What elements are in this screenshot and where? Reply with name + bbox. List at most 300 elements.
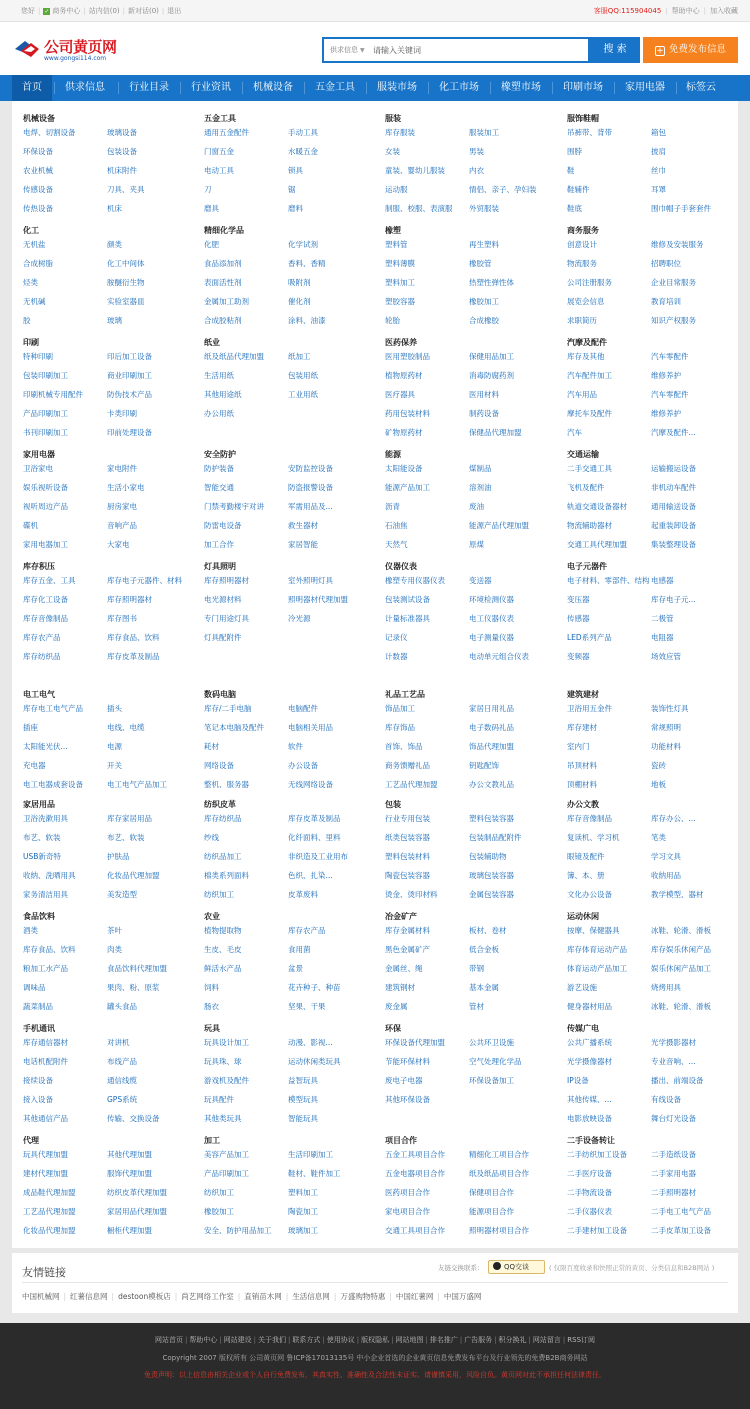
category-link[interactable]: 照明器材代理加盟 [288, 595, 348, 604]
category-link[interactable]: 知识产权服务 [651, 316, 696, 325]
nav-item[interactable]: 供求信息 [65, 82, 105, 93]
category-link[interactable]: 二手照明器材 [651, 1188, 696, 1197]
category-title[interactable]: 办公文教 [567, 800, 599, 809]
category-link[interactable]: 调味品 [23, 983, 46, 992]
category-link[interactable]: 食品添加剂 [204, 259, 242, 268]
category-link[interactable]: 二手物流设备 [567, 1188, 612, 1197]
category-link[interactable]: 化纤面料、里料 [288, 833, 341, 842]
category-link[interactable]: 计数器 [385, 652, 408, 661]
category-link[interactable]: 防盗报警设备 [288, 483, 333, 492]
category-link[interactable]: 首饰、饰品 [385, 742, 423, 751]
category-link[interactable]: 物流辅助器材 [567, 521, 612, 530]
category-link[interactable]: 娱乐视听设备 [23, 483, 68, 492]
category-link[interactable]: 农业机械 [23, 166, 53, 175]
category-link[interactable]: 烧烤用具 [651, 983, 681, 992]
category-link[interactable]: 产品印刷加工 [23, 409, 68, 418]
category-link[interactable]: 医用塑胶制品 [385, 352, 430, 361]
category-link[interactable]: 库存农产品 [23, 633, 61, 642]
category-link[interactable]: 库存体育运动产品 [567, 945, 627, 954]
footer-link[interactable]: 网站留言 [532, 1336, 561, 1344]
category-link[interactable]: 鞋辅件 [567, 185, 590, 194]
category-link[interactable]: 表面活性剂 [204, 278, 242, 287]
category-link[interactable]: 生活小家电 [107, 483, 145, 492]
category-link[interactable]: 厨房家电 [107, 502, 137, 511]
category-link[interactable]: 纺织加工 [204, 1188, 234, 1197]
category-link[interactable]: 笔类 [651, 833, 666, 842]
category-link[interactable]: 护肤品 [107, 852, 130, 861]
category-link[interactable]: 印后加工设备 [107, 352, 152, 361]
topbar-link[interactable]: 商务中心 [52, 7, 81, 15]
category-link[interactable]: 五金工具项目合作 [385, 1150, 445, 1159]
category-link[interactable]: 轮胎 [385, 316, 400, 325]
category-link[interactable]: 维修养护 [651, 371, 681, 380]
category-link[interactable]: 锯 [288, 185, 296, 194]
category-link[interactable]: 废油 [469, 502, 484, 511]
category-link[interactable]: 防雷电设备 [204, 521, 242, 530]
category-link[interactable]: 电子测量仪器 [469, 633, 514, 642]
category-link[interactable]: 玩具代理加盟 [23, 1150, 68, 1159]
category-link[interactable]: 玩具珠、球 [204, 1057, 242, 1066]
category-link[interactable]: 传热设备 [23, 204, 53, 213]
category-link[interactable]: 童装、婴幼儿服装 [385, 166, 445, 175]
category-link[interactable]: 环保设备加工 [469, 1076, 514, 1085]
category-link[interactable]: 包装印刷加工 [23, 371, 68, 380]
category-link[interactable]: 印前处理设备 [107, 428, 152, 437]
category-link[interactable]: 交通工具代理加盟 [567, 540, 627, 549]
category-link[interactable]: 精细化工项目合作 [469, 1150, 529, 1159]
category-link[interactable]: 原煤 [469, 540, 484, 549]
category-link[interactable]: 家电项目合作 [385, 1207, 430, 1216]
category-link[interactable]: 插头 [107, 704, 122, 713]
category-link[interactable]: 体育运动产品加工 [567, 964, 627, 973]
category-link[interactable]: 化学试剂 [288, 240, 318, 249]
footer-link[interactable]: 排名推广 [429, 1336, 458, 1344]
category-link[interactable]: 接续设备 [23, 1076, 53, 1085]
category-link[interactable]: 玻璃设备 [107, 128, 137, 137]
category-link[interactable]: 二手仪器仪表 [567, 1207, 612, 1216]
category-link[interactable]: 环保设备 [23, 147, 53, 156]
category-link[interactable]: 创意设计 [567, 240, 597, 249]
category-link[interactable]: 围脖 [567, 147, 582, 156]
category-link[interactable]: 塑料加工 [385, 278, 415, 287]
category-link[interactable]: 库存食品、饮料 [23, 945, 76, 954]
category-link[interactable]: 笔记本电脑及配件 [204, 723, 264, 732]
category-link[interactable]: 带钢 [469, 964, 484, 973]
category-link[interactable]: 特种印刷 [23, 352, 53, 361]
category-link[interactable]: 音响产品 [107, 521, 137, 530]
category-link[interactable]: 橡胶管 [469, 259, 492, 268]
category-link[interactable]: 电脑配件 [288, 704, 318, 713]
category-link[interactable]: 电动工具 [204, 166, 234, 175]
category-title[interactable]: 化工 [23, 226, 39, 235]
category-link[interactable]: 场效应管 [651, 652, 681, 661]
category-link[interactable]: 库存通信器材 [23, 1038, 68, 1047]
category-link[interactable]: 游艺设施 [567, 983, 597, 992]
category-link[interactable]: 安防监控设备 [288, 464, 333, 473]
category-link[interactable]: 烃类 [23, 278, 38, 287]
category-link[interactable]: 金属加工助剂 [204, 297, 249, 306]
category-link[interactable]: 保健用品加工 [469, 352, 514, 361]
category-link[interactable]: 沥青 [385, 502, 400, 511]
category-link[interactable]: 插座 [23, 723, 38, 732]
category-link[interactable]: 布艺、软装 [107, 833, 145, 842]
category-title[interactable]: 礼品工艺品 [385, 690, 425, 699]
category-link[interactable]: 变频器 [567, 652, 590, 661]
category-link[interactable]: 家电附件 [107, 464, 137, 473]
category-title[interactable]: 电工电气 [23, 690, 55, 699]
category-link[interactable]: 其他传媒、... [567, 1095, 612, 1104]
category-link[interactable]: 保健项目合作 [469, 1188, 514, 1197]
category-link[interactable]: 其他通信产品 [23, 1114, 68, 1123]
category-link[interactable]: 烫金、烫印材料 [385, 890, 438, 899]
category-link[interactable]: 再生塑料 [469, 240, 499, 249]
category-link[interactable]: 库存图书 [107, 614, 137, 623]
footer-link[interactable]: 积分换礼 [498, 1336, 527, 1344]
category-link[interactable]: 库存建材 [567, 723, 597, 732]
category-link[interactable]: 播出、前端设备 [651, 1076, 704, 1085]
category-title[interactable]: 五金工具 [204, 114, 236, 123]
category-link[interactable]: 家居用品代理加盟 [107, 1207, 167, 1216]
category-link[interactable]: 汽车配件加工 [567, 371, 612, 380]
category-link[interactable]: 生皮、毛皮 [204, 945, 242, 954]
category-link[interactable]: 包装用纸 [288, 371, 318, 380]
category-link[interactable]: 顶棚材料 [567, 780, 597, 789]
category-link[interactable]: 通用输送设备 [651, 502, 696, 511]
category-title[interactable]: 商务服务 [567, 226, 599, 235]
friend-link[interactable]: 中国机械网 [22, 1292, 60, 1301]
category-link[interactable]: 簿、本、册 [567, 871, 605, 880]
category-link[interactable]: 纺织皮革代理加盟 [107, 1188, 167, 1197]
category-link[interactable]: 加工合作 [204, 540, 234, 549]
category-link[interactable]: 五金电器项目合作 [385, 1169, 445, 1178]
friend-link[interactable]: destoon模板店 [118, 1292, 171, 1301]
category-link[interactable]: 石油焦 [385, 521, 408, 530]
category-link[interactable]: 库存电工电气产品 [23, 704, 83, 713]
category-link[interactable]: 智能玩具 [288, 1114, 318, 1123]
category-link[interactable]: 涂料、油漆 [288, 316, 326, 325]
footer-link[interactable]: 网站建设 [223, 1336, 252, 1344]
friend-link[interactable]: 直销苗木网 [244, 1292, 282, 1301]
category-link[interactable]: 办公文教礼品 [469, 780, 514, 789]
category-link[interactable]: 冰鞋、轮滑、滑板 [651, 926, 711, 935]
category-link[interactable]: 食用菌 [288, 945, 311, 954]
nav-item[interactable]: 服装市场 [377, 82, 417, 93]
category-link[interactable]: 求职简历 [567, 316, 597, 325]
category-link[interactable]: 保健品代理加盟 [469, 428, 522, 437]
category-link[interactable]: 智能交通 [204, 483, 234, 492]
service-qq[interactable]: 客服QQ:115904045 [593, 7, 662, 15]
category-link[interactable]: 太阳能光伏... [23, 742, 68, 751]
category-link[interactable]: 矿物原药材 [385, 428, 423, 437]
nav-item[interactable]: 机械设备 [253, 82, 293, 93]
footer-link[interactable]: 关于我们 [258, 1336, 287, 1344]
category-link[interactable]: 刀 [204, 185, 212, 194]
category-title[interactable]: 食品饮料 [23, 912, 55, 921]
category-title[interactable]: 电子元器件 [567, 562, 607, 571]
search-button[interactable]: 搜 索 [590, 37, 640, 63]
category-link[interactable]: 室内门 [567, 742, 590, 751]
category-link[interactable]: 纱线 [204, 833, 219, 842]
nav-item[interactable]: 行业目录 [129, 82, 169, 93]
category-link[interactable]: GPS系统 [107, 1095, 138, 1104]
category-link[interactable]: 防护装备 [204, 464, 234, 473]
category-title[interactable]: 家居用品 [23, 800, 55, 809]
category-link[interactable]: 水暖五金 [288, 147, 318, 156]
category-link[interactable]: 实验室器皿 [107, 297, 145, 306]
category-link[interactable]: 锁具 [288, 166, 303, 175]
category-link[interactable]: 金属丝、绳 [385, 964, 423, 973]
category-link[interactable]: 库存照明器材 [204, 576, 249, 585]
category-link[interactable]: 化肥 [204, 240, 219, 249]
category-link[interactable]: 生活印刷加工 [288, 1150, 333, 1159]
category-link[interactable]: 库存金属材料 [385, 926, 430, 935]
category-link[interactable]: 卫浴家电 [23, 464, 53, 473]
category-link[interactable]: 情侣、亲子、孕妇装 [469, 185, 537, 194]
category-link[interactable]: 成品鞋代理加盟 [23, 1188, 76, 1197]
category-link[interactable]: 库存电子元... [651, 595, 696, 604]
category-link[interactable]: 工艺品代理加盟 [23, 1207, 76, 1216]
category-link[interactable]: 橡胶加工 [469, 297, 499, 306]
footer-link[interactable]: 网站地图 [395, 1336, 424, 1344]
category-title[interactable]: 传媒广电 [567, 1024, 599, 1033]
category-link[interactable]: 坚果、干果 [288, 1002, 326, 1011]
category-title[interactable]: 加工 [204, 1136, 220, 1145]
category-link[interactable]: 教育培训 [651, 297, 681, 306]
footer-link[interactable]: 网站首页 [154, 1336, 183, 1344]
category-link[interactable]: 汽车 [567, 428, 582, 437]
category-link[interactable]: 文化办公设备 [567, 890, 612, 899]
category-link[interactable]: 塑料包装材料 [385, 852, 430, 861]
category-link[interactable]: 塑胶容器 [385, 297, 415, 306]
category-link[interactable]: 轨道交通设备器材 [567, 502, 627, 511]
category-link[interactable]: 集装整理设备 [651, 540, 696, 549]
category-link[interactable]: 纸及纸品代理加盟 [204, 352, 264, 361]
category-link[interactable]: 太阳能设备 [385, 464, 423, 473]
category-link[interactable]: 变压器 [567, 595, 590, 604]
category-link[interactable]: 记录仪 [385, 633, 408, 642]
category-link[interactable]: 运动休闲类玩具 [288, 1057, 341, 1066]
category-link[interactable]: 节能环保材料 [385, 1057, 430, 1066]
category-link[interactable]: 门窗五金 [204, 147, 234, 156]
category-link[interactable]: 电子材料、零部件、结构 [567, 576, 649, 585]
category-link[interactable]: 学习文具 [651, 852, 681, 861]
category-link[interactable]: 纺织品加工 [204, 852, 242, 861]
category-title[interactable]: 环保 [385, 1024, 401, 1033]
nav-item[interactable]: 首页 [12, 75, 52, 101]
category-link[interactable]: 按摩、保健器具 [567, 926, 620, 935]
category-title[interactable]: 灯具照明 [204, 562, 236, 571]
category-link[interactable]: 专门用途灯具 [204, 614, 249, 623]
category-title[interactable]: 纸业 [204, 338, 220, 347]
category-link[interactable]: 家务清洁用具 [23, 890, 68, 899]
category-link[interactable]: 蔬菜制品 [23, 1002, 53, 1011]
category-link[interactable]: 制服、校服、表演服 [385, 204, 453, 213]
category-link[interactable]: 能源产品代理加盟 [469, 521, 529, 530]
category-link[interactable]: 家居日用礼品 [469, 704, 514, 713]
category-title[interactable]: 汽摩及配件 [567, 338, 607, 347]
category-link[interactable]: 摩托车及配件 [567, 409, 612, 418]
category-link[interactable]: 二手纺织加工设备 [567, 1150, 627, 1159]
category-link[interactable]: 软件 [288, 742, 303, 751]
category-link[interactable]: 纸及纸品项目合作 [469, 1169, 529, 1178]
category-link[interactable]: 女装 [385, 147, 400, 156]
category-link[interactable]: 化妆品代理加盟 [23, 1226, 76, 1235]
category-link[interactable]: 纺织加工 [204, 890, 234, 899]
category-link[interactable]: 棉类系列面料 [204, 871, 249, 880]
footer-link[interactable]: 帮助中心 [189, 1336, 218, 1344]
category-link[interactable]: 二手家用电器 [651, 1169, 696, 1178]
friend-link[interactable]: 中国红薯网 [395, 1292, 434, 1301]
category-link[interactable]: 工艺品代理加盟 [385, 780, 438, 789]
category-link[interactable]: 橱柜代理加盟 [107, 1226, 152, 1235]
category-link[interactable]: 机床 [107, 204, 122, 213]
category-link[interactable]: USB新奇特 [23, 852, 61, 861]
category-link[interactable]: 二手医疗设备 [567, 1169, 612, 1178]
category-link[interactable]: 鞋材、鞋件加工 [288, 1169, 341, 1178]
category-link[interactable]: 库存食品、饮料 [107, 633, 160, 642]
category-link[interactable]: 饰品加工 [385, 704, 415, 713]
category-link[interactable]: 饲料 [204, 983, 219, 992]
category-link[interactable]: 收纳、洗晒用具 [23, 871, 76, 880]
friend-link[interactable]: 中国万盛网 [443, 1292, 482, 1301]
category-link[interactable]: 橡塑专用仪器仪表 [385, 576, 445, 585]
category-link[interactable]: 非机动车配件 [651, 483, 696, 492]
category-link[interactable]: 手动工具 [288, 128, 318, 137]
category-link[interactable]: 钥匙配饰 [469, 761, 499, 770]
category-title[interactable]: 玩具 [204, 1024, 220, 1033]
category-link[interactable]: 展览会信息 [567, 297, 605, 306]
category-link[interactable]: 环境检测仪器 [469, 595, 514, 604]
footer-link[interactable]: 联系方式 [292, 1336, 321, 1344]
category-link[interactable]: 医用材料 [469, 390, 499, 399]
category-title[interactable]: 机械设备 [23, 114, 55, 123]
category-link[interactable]: 非织造及工业用布 [288, 852, 348, 861]
category-link[interactable]: 美发造型 [107, 890, 137, 899]
category-link[interactable]: 空气处理化学品 [469, 1057, 522, 1066]
category-link[interactable]: 植物提取物 [204, 926, 242, 935]
category-link[interactable]: 男装 [469, 147, 484, 156]
category-link[interactable]: 书刊印刷加工 [23, 428, 68, 437]
category-link[interactable]: 皮革废料 [288, 890, 318, 899]
category-link[interactable]: 能源项目合作 [469, 1207, 514, 1216]
category-title[interactable]: 二手设备转让 [567, 1136, 615, 1145]
category-link[interactable]: 库存纺织品 [204, 814, 242, 823]
category-link[interactable]: 化工中间体 [107, 259, 145, 268]
category-link[interactable]: 公司注册服务 [567, 278, 612, 287]
category-link[interactable]: 办公设备 [288, 761, 318, 770]
category-link[interactable]: 低合金板 [469, 945, 499, 954]
category-link[interactable]: 包装设备 [107, 147, 137, 156]
category-link[interactable]: 果肉、粉、原浆 [107, 983, 160, 992]
category-link[interactable]: 汽车零配件 [651, 352, 689, 361]
category-link[interactable]: 飞机及配件 [567, 483, 605, 492]
topbar-link[interactable]: 站内信(0) [88, 7, 120, 15]
category-link[interactable]: 印刷机械专用配件 [23, 390, 83, 399]
category-link[interactable]: 磨具 [204, 204, 219, 213]
category-link[interactable]: 开关 [107, 761, 122, 770]
category-title[interactable]: 包装 [385, 800, 401, 809]
category-title[interactable]: 服装 [385, 114, 401, 123]
category-link[interactable]: 公共广播系统 [567, 1038, 612, 1047]
search-input[interactable]: 请输入关键词 [373, 46, 421, 55]
category-link[interactable]: 碟机 [23, 521, 38, 530]
category-link[interactable]: 收纳用品 [651, 871, 681, 880]
category-title[interactable]: 纺织皮革 [204, 800, 236, 809]
category-link[interactable]: 地板 [651, 780, 666, 789]
category-link[interactable]: 光学摄影器材 [651, 1038, 696, 1047]
category-link[interactable]: 其他用途纸 [204, 390, 242, 399]
category-link[interactable]: 库存农产品 [288, 926, 326, 935]
category-link[interactable]: 传感器 [567, 614, 590, 623]
category-link[interactable]: 合成橡胶 [469, 316, 499, 325]
category-link[interactable]: 鞋底 [567, 204, 582, 213]
category-link[interactable]: 冷光源 [288, 614, 311, 623]
category-link[interactable]: 招聘职位 [651, 259, 681, 268]
category-title[interactable]: 印刷 [23, 338, 39, 347]
category-link[interactable]: 玩具设计加工 [204, 1038, 249, 1047]
category-link[interactable]: 能源产品加工 [385, 483, 430, 492]
publish-button[interactable]: + 免费发布信息 [643, 37, 738, 63]
help-center-link[interactable]: 帮助中心 [671, 7, 700, 15]
category-link[interactable]: 电焊、切割设备 [23, 128, 76, 137]
category-link[interactable]: 箱包 [651, 128, 666, 137]
topbar-link[interactable]: 退出 [167, 7, 182, 15]
category-link[interactable]: 塑料薄膜 [385, 259, 415, 268]
category-link[interactable]: 汽车零配件 [651, 390, 689, 399]
category-link[interactable]: 花卉种子、种苗 [288, 983, 341, 992]
category-link[interactable]: 废金属 [385, 1002, 408, 1011]
category-link[interactable]: 煤制品 [469, 464, 492, 473]
category-link[interactable]: 游戏机及配件 [204, 1076, 249, 1085]
category-link[interactable]: 电动单元组合仪表 [469, 652, 529, 661]
category-link[interactable]: 植物原药材 [385, 371, 423, 380]
category-link[interactable]: 电阻器 [651, 633, 674, 642]
category-link[interactable]: 电影放映设备 [567, 1114, 612, 1123]
category-link[interactable]: 库存办公、... [651, 814, 696, 823]
category-link[interactable]: 电工仪器仪表 [469, 614, 514, 623]
category-link[interactable]: 天然气 [385, 540, 408, 549]
category-link[interactable]: 电源 [107, 742, 122, 751]
category-link[interactable]: 家居智能 [288, 540, 318, 549]
category-link[interactable]: 通信线缆 [107, 1076, 137, 1085]
category-link[interactable]: 专业音响、... [651, 1057, 696, 1066]
category-link[interactable]: 动漫、影视... [288, 1038, 333, 1047]
category-link[interactable]: 光学摄像器材 [567, 1057, 612, 1066]
category-link[interactable]: 照明器材项目合作 [469, 1226, 529, 1235]
category-link[interactable]: 电脑相关用品 [288, 723, 333, 732]
category-link[interactable]: 盆景 [288, 964, 303, 973]
category-link[interactable]: 玻璃加工 [288, 1226, 318, 1235]
category-link[interactable]: 二极管 [651, 614, 674, 623]
category-link[interactable]: 刀具、夹具 [107, 185, 145, 194]
category-link[interactable]: 库存电子元器件、材料 [107, 576, 182, 585]
category-link[interactable]: 鞋 [567, 166, 575, 175]
category-link[interactable]: 塑料管 [385, 240, 408, 249]
category-link[interactable]: 库存服装 [385, 128, 415, 137]
category-link[interactable]: 无机碱 [23, 297, 46, 306]
category-link[interactable]: 食品饮料代理加盟 [107, 964, 167, 973]
category-link[interactable]: 整机、服务器 [204, 780, 249, 789]
category-title[interactable]: 家用电器 [23, 450, 55, 459]
category-link[interactable]: 产品印刷加工 [204, 1169, 249, 1178]
category-link[interactable]: 复读机、学习机 [567, 833, 620, 842]
category-link[interactable]: 其他环保设备 [385, 1095, 430, 1104]
category-title[interactable]: 手机通讯 [23, 1024, 55, 1033]
category-link[interactable]: 家用电器加工 [23, 540, 68, 549]
category-link[interactable]: LED系列产品 [567, 633, 612, 642]
category-link[interactable]: 军需用品及... [288, 502, 333, 511]
category-link[interactable]: 电感器 [651, 576, 674, 585]
